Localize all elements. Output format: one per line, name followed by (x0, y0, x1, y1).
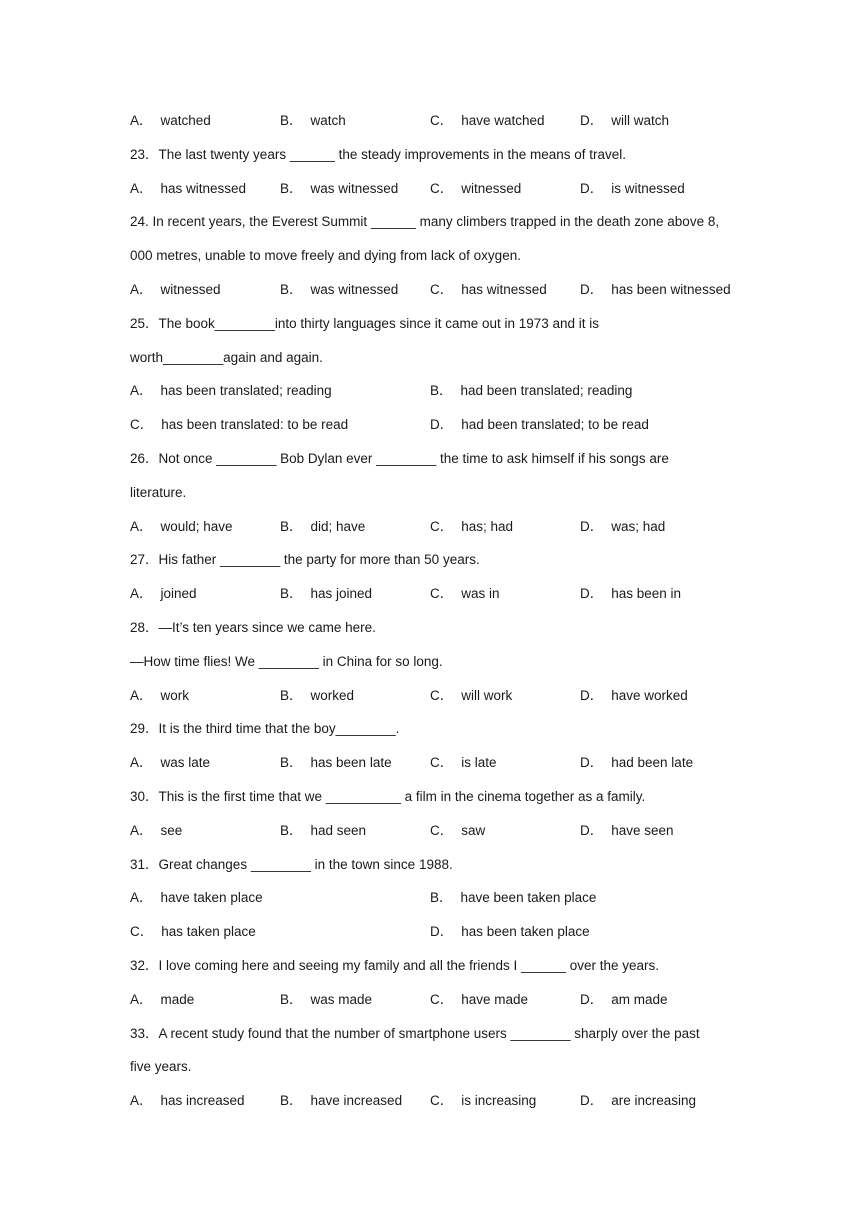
option-label: B． (280, 822, 303, 838)
option-text: was witnessed (310, 180, 399, 196)
question-line: 32．I love coming here and seeing my family and all the friends I ______ over the years. (130, 958, 660, 973)
answer-option (130, 754, 210, 772)
answer-option (430, 923, 590, 941)
option-label: D． (430, 924, 454, 940)
option-text: will watch (611, 113, 670, 128)
option-label: A． (130, 383, 153, 399)
answer-option (430, 889, 596, 907)
option-label: B． (430, 890, 453, 906)
option-text: has witnessed (461, 282, 547, 297)
answer-option (130, 1092, 245, 1110)
option-text: had been translated; to be read (461, 417, 649, 433)
option-text: are increasing (611, 1093, 697, 1109)
option-label: A． (130, 1093, 153, 1109)
answer-option (130, 585, 197, 603)
option-label: D． (580, 1093, 604, 1109)
option-text: has witnessed (160, 180, 247, 196)
option-text: will work (461, 687, 513, 703)
answer-option (430, 180, 521, 198)
option-text: would; have (160, 518, 233, 534)
option-text: has been translated; reading (160, 383, 332, 399)
option-label: D． (580, 822, 604, 838)
option-label: C． (430, 1093, 454, 1109)
option-text: watch (310, 113, 346, 128)
answer-option (130, 889, 263, 907)
option-text: has increased (160, 1093, 245, 1109)
answer-option (280, 1092, 402, 1110)
option-label: C． (430, 755, 454, 771)
option-text: work (160, 687, 190, 703)
answer-option (580, 687, 688, 705)
option-label: D． (430, 417, 454, 433)
question-line: 000 metres, unable to move freely and dying from lack of oxygen. (130, 248, 521, 264)
option-label: B． (280, 586, 303, 602)
question-line: 33．A recent study found that the number of smartphone users ________ sharply over the past (130, 1025, 700, 1041)
answer-option (430, 822, 485, 840)
option-label: C． (430, 822, 454, 838)
option-text: witnessed (461, 180, 522, 196)
answer-option (130, 416, 348, 434)
answer-option (430, 416, 649, 434)
option-text: have worked (611, 687, 688, 703)
answer-option (280, 754, 392, 772)
question-line: literature. (130, 484, 187, 500)
option-label: A． (130, 822, 153, 838)
question-line: 23．The last twenty years ______ the steady improvements in the means of travel. (130, 146, 627, 162)
answer-option (130, 281, 221, 299)
answer-option (580, 518, 665, 536)
option-text: worked (310, 687, 355, 703)
option-text: had been translated; reading (460, 383, 633, 399)
answer-option (280, 585, 372, 603)
option-label: B． (280, 755, 303, 771)
option-label: A． (130, 687, 153, 703)
answer-option (130, 382, 332, 400)
answer-option (430, 518, 513, 536)
answer-option (430, 754, 497, 772)
answer-option (430, 112, 545, 130)
option-label: D． (580, 518, 604, 534)
question-line: five years. (130, 1059, 192, 1075)
option-label: C． (130, 924, 154, 940)
option-text: has been witnessed (611, 282, 731, 297)
answer-option (280, 180, 398, 198)
option-text: witnessed (160, 282, 221, 297)
option-label: C． (430, 991, 454, 1007)
option-text: has been in (611, 586, 682, 602)
option-text: made (160, 991, 195, 1007)
answer-option (280, 518, 365, 536)
option-text: is increasing (461, 1093, 537, 1109)
option-text: was witnessed (310, 282, 399, 297)
answer-option (130, 518, 233, 536)
option-label: C． (430, 518, 454, 534)
option-text: is witnessed (611, 180, 685, 196)
question-line: —How time flies! We ________ in China for so long. (130, 653, 443, 669)
question-line: 31．Great changes ________ in the town since 1988. (130, 856, 453, 872)
answer-option (130, 112, 211, 130)
option-label: A． (130, 180, 153, 196)
option-label: A． (130, 518, 153, 534)
answer-option (430, 281, 547, 299)
answer-option (130, 991, 194, 1009)
answer-option (430, 585, 500, 603)
option-label: A． (130, 113, 153, 128)
option-text: did; have (310, 518, 366, 534)
option-label: A． (130, 755, 153, 771)
option-label: A． (130, 586, 153, 602)
option-text: have seen (611, 822, 674, 838)
option-text: was; had (611, 518, 666, 534)
option-text: have made (461, 991, 529, 1007)
answer-option (130, 822, 182, 840)
option-text: have taken place (160, 890, 263, 906)
option-text: has been taken place (461, 924, 590, 940)
option-label: C． (430, 687, 454, 703)
option-text: has taken place (161, 924, 256, 940)
option-text: has joined (310, 586, 373, 602)
option-label: C． (430, 180, 454, 196)
answer-option (280, 822, 366, 840)
option-label: A． (130, 890, 153, 906)
answer-option (580, 991, 668, 1009)
answer-option (130, 180, 246, 198)
answer-option (280, 281, 398, 299)
option-text: has; had (461, 518, 514, 534)
question-line: 29．It is the third time that the boy________. (130, 721, 400, 737)
option-text: has been late (310, 755, 392, 771)
option-text: was in (461, 586, 500, 602)
option-label: D． (580, 586, 604, 602)
answer-option (580, 281, 731, 299)
question-line: 30．This is the first time that we __________ a film in the cinema together as a family. (130, 789, 646, 804)
option-label: C． (130, 417, 154, 433)
option-text: watched (160, 113, 211, 128)
question-line: 24. In recent years, the Everest Summit ______ many climbers trapped in the death zone above 8, (130, 214, 720, 230)
answer-option (430, 687, 512, 705)
option-label: B． (280, 991, 303, 1007)
answer-option (130, 687, 189, 705)
question-line: 28．—It’s ten years since we came here. (130, 620, 376, 635)
option-text: was made (310, 991, 373, 1007)
option-label: B． (430, 383, 453, 399)
option-label: D． (580, 282, 604, 297)
answer-option (430, 1092, 536, 1110)
option-label: C． (430, 586, 454, 602)
option-text: is late (461, 755, 497, 771)
option-label: C． (430, 282, 454, 297)
option-label: D． (580, 180, 604, 196)
answer-option (580, 585, 681, 603)
option-text: was late (160, 755, 211, 771)
option-label: B． (280, 1093, 303, 1109)
option-label: C． (430, 113, 454, 128)
option-label: D． (580, 687, 604, 703)
answer-option (280, 687, 354, 705)
option-label: B． (280, 180, 303, 196)
answer-option (430, 991, 528, 1009)
answer-option (580, 180, 685, 198)
option-label: A． (130, 282, 153, 297)
answer-option (280, 112, 346, 130)
option-label: D． (580, 755, 604, 771)
option-label: D． (580, 113, 604, 128)
option-label: D． (580, 991, 604, 1007)
option-label: B． (280, 518, 303, 534)
option-text: have increased (310, 1093, 403, 1109)
question-line: 27．His father ________ the party for more than 50 years. (130, 552, 480, 568)
option-text: joined (160, 586, 197, 602)
option-text: has been translated: to be read (161, 417, 349, 433)
option-text: am made (611, 991, 668, 1007)
answer-option (280, 991, 372, 1009)
question-line: 25．The book________into thirty languages since it came out in 1973 and it is (130, 315, 600, 331)
option-text: have watched (461, 113, 545, 128)
option-label: B． (280, 687, 303, 703)
question-line: worth________again and again. (130, 349, 323, 365)
question-line: 26．Not once ________ Bob Dylan ever ________ the time to ask himself if his songs are (130, 451, 669, 466)
option-text: see (160, 822, 183, 838)
answer-option (580, 1092, 696, 1110)
answer-option (580, 822, 674, 840)
option-text: had seen (310, 822, 367, 838)
option-label: A． (130, 991, 153, 1007)
answer-option (580, 112, 669, 130)
option-label: B． (280, 282, 303, 297)
option-text: had been late (611, 755, 694, 771)
option-label: B． (280, 113, 303, 128)
option-text: have been taken place (460, 890, 597, 906)
answer-option (130, 923, 256, 941)
answer-option (580, 754, 693, 772)
option-text: saw (461, 822, 486, 838)
answer-option (430, 382, 632, 400)
